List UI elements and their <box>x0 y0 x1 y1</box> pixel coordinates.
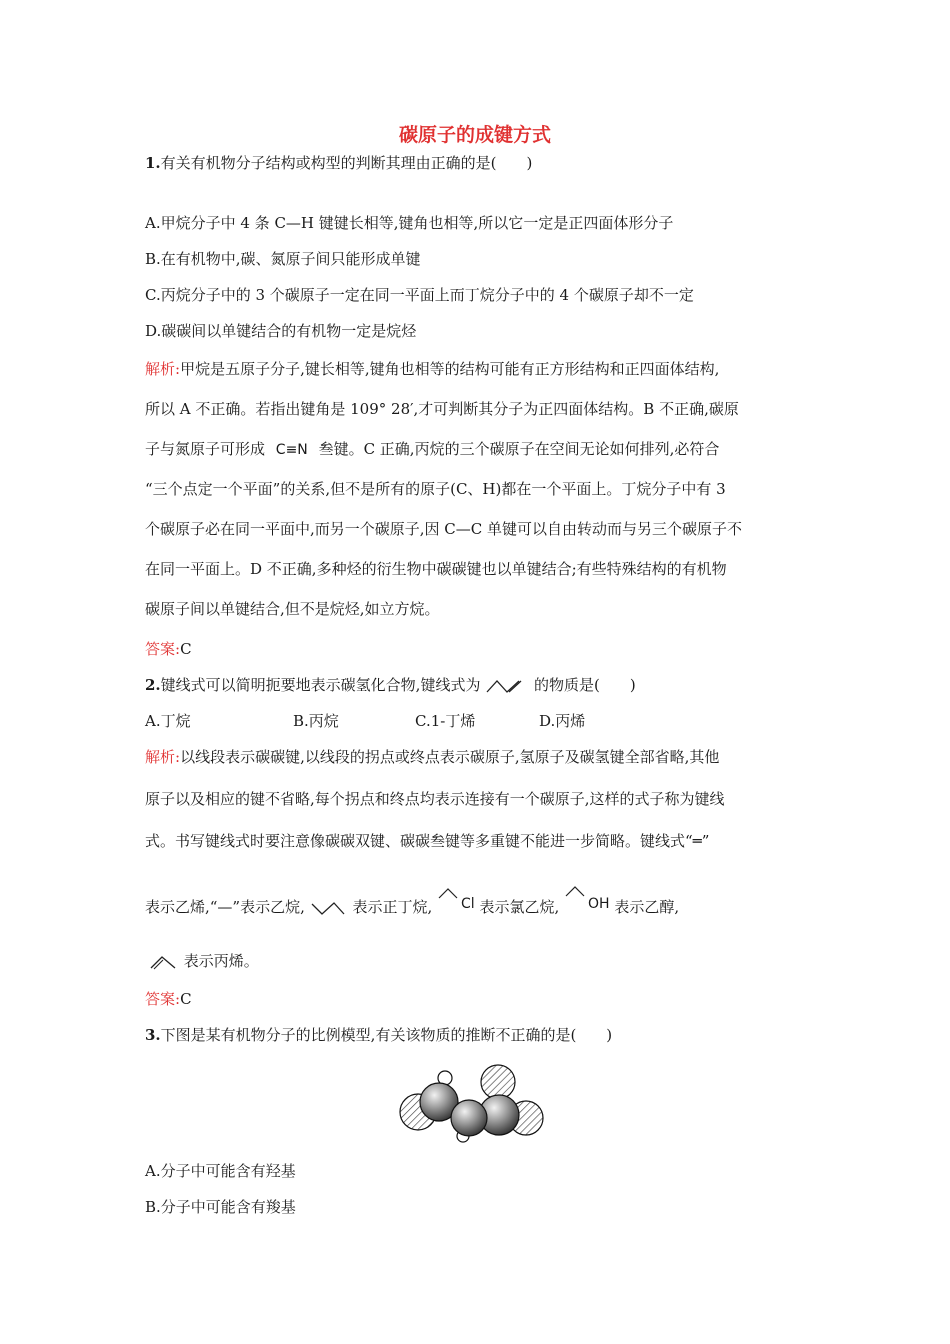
analysis-label: 解析: <box>145 360 181 378</box>
question-number: 2. <box>145 676 161 694</box>
question-3-stem: 3.下图是某有机物分子的比例模型,有关该物质的推断不正确的是( ) <box>145 1026 613 1044</box>
q1-analysis-line: 个碳原子必在同一平面中,而另一个碳原子,因 C—C 单键可以自由转动而与另三个碳原子不 <box>145 520 743 538</box>
skeletal-formula-chloroethane-icon <box>437 886 461 908</box>
question-2-stem: 2.键线式可以简明扼要地表示碳氢化合物,键线式为 的物质是( ) <box>145 676 636 694</box>
q2-answer: 答案:C <box>145 990 192 1008</box>
question-text: 有关有机物分子结构或构型的判断其理由正确的是( ) <box>160 154 533 172</box>
q2-analysis-line: 表示乙烯,“—”表示乙烷, 表示正丁烷, Cl 表示氯乙烷, OH 表示乙醇, <box>145 896 815 919</box>
q2-option-d: D.丙烯 <box>539 712 586 730</box>
hydroxyl-label: OH <box>588 896 610 912</box>
q1-option-a: A.甲烷分子中 4 条 C—H 键键长相等,键角也相等,所以它一定是正四面体形分子 <box>145 214 674 232</box>
answer-label: 答案: <box>145 640 181 658</box>
question-number: 3. <box>145 1026 161 1044</box>
q1-analysis-line: 子与氮原子可形成 C≡N 叁键。C 正确,丙烷的三个碳原子在空间无论如何排列,必符合 <box>145 440 720 458</box>
page-title: 碳原子的成键方式 <box>398 124 551 146</box>
triple-bond-formula: C≡N <box>275 442 308 458</box>
q3-option-a: A.分子中可能含有羟基 <box>145 1162 296 1180</box>
skeletal-formula-propene-icon <box>149 954 179 970</box>
skeletal-formula-ethanol-icon <box>564 884 588 906</box>
q1-analysis-line: “三个点定一个平面”的关系,但不是所有的原子(C、H)都在一个平面上。丁烷分子中有 3 <box>145 480 726 498</box>
q2-analysis-line: 式。书写键线式时要注意像碳碳双键、碳碳叁键等多重键不能进一步简略。键线式“═” <box>145 832 710 850</box>
space-filling-molecule-model-icon <box>395 1060 555 1144</box>
q2-options <box>145 710 815 732</box>
q2-option-b: B.丙烷 <box>293 712 339 730</box>
q1-analysis-line: 碳原子间以单键结合,但不是烷烃,如立方烷。 <box>145 600 440 618</box>
q1-analysis-line: 解析:甲烷是五原子分子,键长相等,键角也相等的结构可能有正方形结构和正四面体结构, <box>145 360 720 378</box>
q1-answer: 答案:C <box>145 640 192 658</box>
skeletal-formula-1-butene-icon <box>485 678 529 694</box>
q1-option-c: C.丙烷分子中的 3 个碳原子一定在同一平面上而丁烷分子中的 4 个碳原子却不一定 <box>145 286 694 304</box>
chlorine-label: Cl <box>461 896 475 912</box>
q3-option-b: B.分子中可能含有羧基 <box>145 1198 296 1216</box>
analysis-label: 解析: <box>145 748 181 766</box>
q2-analysis-line: 原子以及相应的键不省略,每个拐点和终点均表示连接有一个碳原子,这样的式子称为键线 <box>145 790 725 808</box>
question-number: 1. <box>145 154 161 172</box>
skeletal-formula-butane-icon <box>310 900 348 916</box>
q1-option-d: D.碳碳间以单键结合的有机物一定是烷烃 <box>145 322 417 340</box>
q1-option-b: B.在有机物中,碳、氮原子间只能形成单键 <box>145 250 421 268</box>
q2-option-c: C.1-丁烯 <box>415 712 476 730</box>
q2-analysis-line: 表示丙烯。 <box>145 950 815 972</box>
q2-analysis-line: 解析:以线段表示碳碳键,以线段的拐点或终点表示碳原子,氢原子及碳氢键全部省略,其他 <box>145 748 720 766</box>
q2-option-a: A.丁烷 <box>145 712 191 730</box>
q1-analysis-line: 所以 A 不正确。若指出键角是 109° 28′,才可判断其分子为正四面体结构。B 不正确,碳原 <box>145 400 739 418</box>
question-1-stem <box>145 152 815 174</box>
answer-label: 答案: <box>145 990 181 1008</box>
q1-analysis-line: 在同一平面上。D 不正确,多种烃的衍生物中碳碳键也以单键结合;有些特殊结构的有机物 <box>145 560 727 578</box>
